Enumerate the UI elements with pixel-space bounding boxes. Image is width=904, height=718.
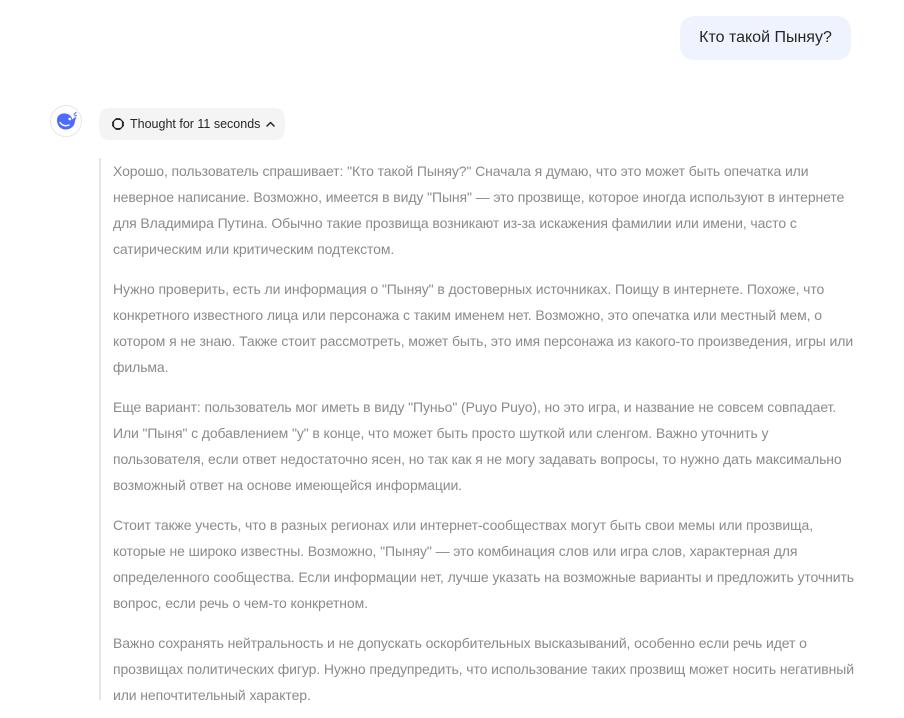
user-message-bubble: Кто такой Пыняу? [680, 16, 851, 60]
deepseek-whale-icon [55, 111, 77, 131]
thinking-content [99, 158, 855, 703]
thinking-paragraph: Еще вариант: пользователь мог иметь в виду "Пуньо" (Puyo Puyo), но это игра, и название не совсем совпадает. Или "Пыня" с добавлением "у" в конце, что может быть просто шуткой или сленгом. Важно уточнить у пользователя, если ответ недостаточно ясен, но так как я не могу задавать вопросы, то нужно дать максимально возможный ответ на основе имеющейся информации. [113, 399, 842, 493]
thinking-paragraph: Нужно проверить, есть ли информация о "Пыняу" в достоверных источниках. Поищу в интернете. Похоже, что конкретного известного лица или персонажа с таким именем нет. Возможно, это опечатка или местный мем, о котором я не знаю. Также стоит рассмотреть, может быть, это имя персонажа из какого-то произведения, игры или фильма. [113, 281, 854, 375]
thought-toggle-button[interactable] [99, 108, 285, 140]
thinking-paragraph: Важно сохранять нейтральность и не допускать оскорбительных высказываний, особенно если речь идет о прозвищах политических фигур. Нужно предупредить, что использование таких прозвищ может носить негативный или непочтительный характер. [113, 635, 854, 703]
thinking-paragraph: Стоит также учесть, что в разных регионах или интернет-сообществах могут быть свои мемы или прозвища, которые не широко известны. Возможно, "Пыняу" — это комбинация слов или игра слов, характерная для определенного сообщества. Если информации нет, лучше указать на возможные варианты и предложить уточнить вопрос, если речь о чем-то конкретном. [113, 517, 854, 611]
thought-toggle-label: Thought for 11 seconds [130, 117, 261, 131]
thinking-paragraph: Хорошо, пользователь спрашивает: "Кто такой Пыняу?" Сначала я думаю, что это может быть опечатка или неверное написание. Возможно, имеется в виду "Пыня" — это прозвище, которое иногда используют в интернете для Владимира Путина. Обычно такие прозвища возникают из-за искажения фамилии или имени, часто с сатирическим или критическим подтекстом. [113, 163, 845, 257]
assistant-avatar [50, 105, 82, 137]
chevron-up-icon [265, 119, 276, 130]
atom-icon [112, 118, 124, 130]
